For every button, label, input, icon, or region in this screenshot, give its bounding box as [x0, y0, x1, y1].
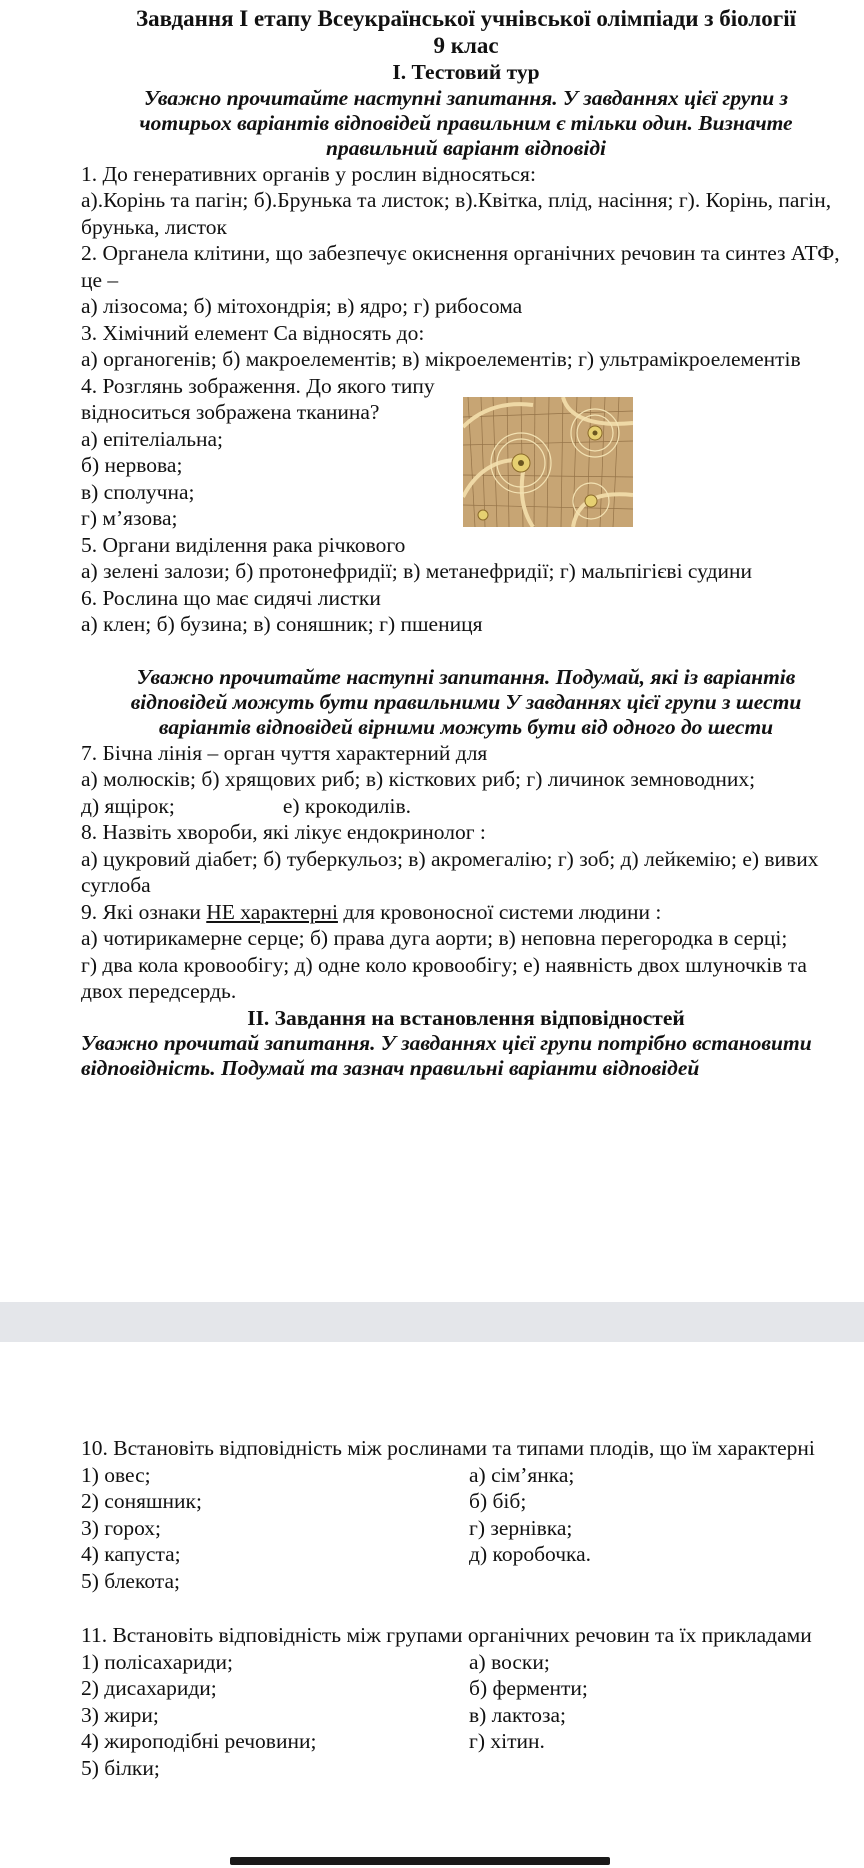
section-1-title: І. Тестовий тур	[392, 60, 540, 84]
match-row: 5) блекота;	[81, 1568, 180, 1593]
question-11: 11. Встановіть відповідність між групами органічних речовин та їх прикладами	[81, 1623, 812, 1647]
cropped-heading-fragment	[230, 1857, 610, 1865]
match-row: 1) полісахариди; а) воски;	[81, 1649, 550, 1674]
page-2-content	[81, 1435, 841, 1781]
match-row: 1) овес; а) сім’янка;	[81, 1462, 575, 1487]
page-separator	[0, 1302, 864, 1342]
question-4-option-c: в) сполучна;	[81, 479, 195, 504]
instructions-2: Уважно прочитайте наступні запитання. Подумай, які із варіантів відповідей можуть бути правильними У завданнях цієї групи з шести варіантів відповідей вірними можуть бути від одного до шести	[130, 664, 802, 739]
question-3-options: а) органогенів; б) макроелементів; в) мікроелементів; г) ультрамікроелементів	[81, 347, 801, 371]
question-7-option-e: е) крокодилів.	[282, 793, 411, 818]
grade-label: 9 клас	[433, 32, 499, 58]
question-5-options: а) зелені залози; б) протонефридії; в) метанефридії; г) мальпігієві судини	[81, 559, 753, 583]
document-title: Завдання І етапу Всеукраїнської учнівської олімпіади з біології	[135, 6, 797, 31]
question-4-option-a: а) епітеліальна;	[81, 426, 224, 451]
match-row: 3) горох; г) зернівка;	[81, 1515, 573, 1540]
instructions-1: Уважно прочитайте наступні запитання. У завданнях цієї групи з чотирьох варіантів відповідей правильним є тільки один. Визначте правильний варіант відповіді	[139, 85, 793, 160]
match-row: 4) капуста; д) коробочка.	[81, 1542, 592, 1566]
page-2	[0, 1342, 864, 1868]
page-1-content	[81, 6, 851, 1081]
section-2-title: ІІ. Завдання на встановлення відповідностей	[247, 1005, 685, 1030]
question-1: 1. До генеративних органів у рослин відносяться:	[81, 161, 536, 186]
question-4-option-b: б) нервова;	[81, 453, 183, 477]
bone-tissue-image	[463, 397, 633, 527]
question-9-options-1: а) чотирикамерне серце; б) права дуга аорти; в) неповна перегородка в серці;	[81, 926, 788, 950]
match-row: 2) соняшник; б) біб;	[81, 1489, 527, 1513]
match-row: 4) жироподібні речовини; г) хітин.	[81, 1729, 545, 1753]
question-6: 6. Рослина що має сидячі листки	[81, 585, 381, 610]
question-2: 2. Органела клітини, що забезпечує окиснення органічних речовин та синтез АТФ, це –	[81, 241, 840, 292]
instructions-3: Уважно прочитай запитання. У завданнях цієї групи потрібно встановити відповідність. Подумай та зазнач правильні варіанти відповідей	[81, 1031, 812, 1080]
question-7-options-1: а) молюсків; б) хрящових риб; в) кісткових риб; г) личинок земноводних;	[81, 767, 756, 791]
question-9: 9. Які ознаки НЕ характерні для кровоносної системи людини :	[81, 899, 662, 924]
question-1-options: а).Корінь та пагін; б).Брунька та листок; в).Квітка, плід, насіння; г). Корінь, пагін, брунька, листок	[81, 188, 832, 239]
question-4-block	[81, 373, 851, 532]
question-6-options: а) клен; б) бузина; в) соняшник; г) пшениця	[81, 612, 483, 636]
question-4-line-2: відноситься зображена тканина?	[81, 400, 380, 424]
question-9-emphasis: НЕ характерні	[206, 899, 338, 924]
question-8: 8. Назвіть хвороби, які лікує ендокринолог :	[81, 820, 486, 844]
question-8-options: а) цукровий діабет; б) туберкульоз; в) акромегалію; г) зоб; д) лейкемію; е) вивих суглоба	[81, 846, 819, 897]
question-10: 10. Встановіть відповідність між рослинами та типами плодів, що їм характерні	[81, 1436, 815, 1460]
question-7: 7. Бічна лінія – орган чуття характерний для	[81, 740, 488, 765]
question-4-line-1: 4. Розглянь зображення. До якого типу	[81, 373, 435, 398]
question-3: 3. Хімічний елемент Са відносять до:	[81, 320, 425, 345]
question-7-option-d: д) ящірок;	[81, 793, 175, 818]
match-row: 5) білки;	[81, 1755, 160, 1780]
question-4-option-d: г) м’язова;	[81, 506, 178, 530]
match-row: 3) жири; в) лактоза;	[81, 1702, 566, 1727]
question-9-options-2: г) два кола кровообігу; д) одне коло кровообігу; е) наявність двох шлуночків та двох передсердь.	[81, 952, 807, 1003]
question-2-options: а) лізосома; б) мітохондрія; в) ядро; г) рибосома	[81, 294, 523, 318]
question-5: 5. Органи виділення рака річкового	[81, 532, 406, 557]
match-row: 2) дисахариди; б) ферменти;	[81, 1676, 588, 1700]
question-7-options-2	[81, 793, 851, 820]
